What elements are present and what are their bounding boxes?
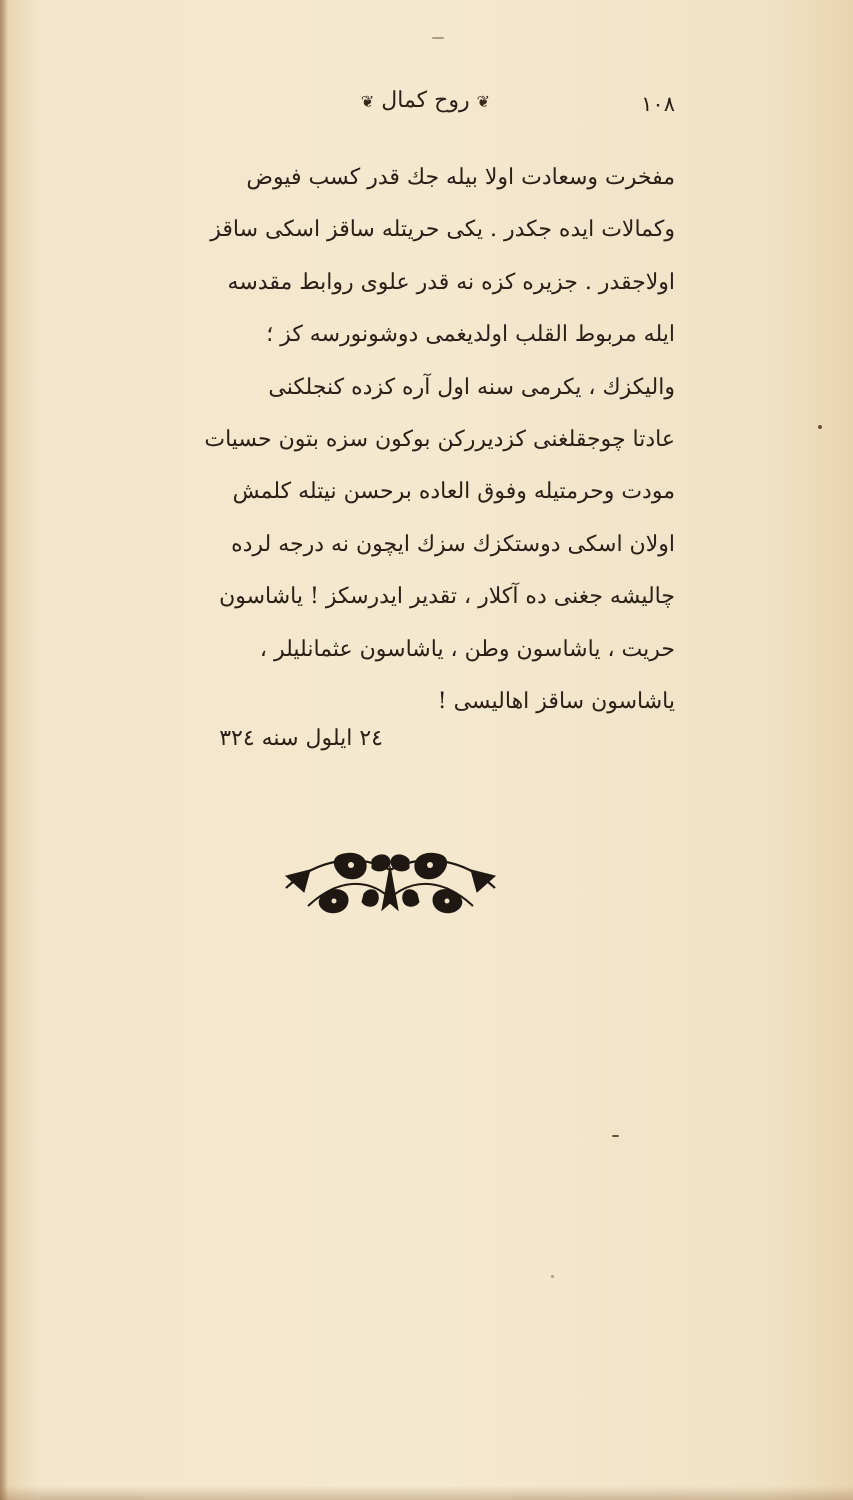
dateline: ٢٤ ایلول سنه ٣٢٤ — [219, 726, 383, 751]
text-line: اولان اسكی دوستكزك سزك ایچون نه درجه لرده — [231, 531, 675, 557]
floral-tailpiece-icon — [278, 848, 503, 918]
ornament-left-icon: ❦ — [360, 92, 375, 111]
page-bottom-shadow — [0, 1486, 853, 1500]
paper-speck — [612, 1135, 619, 1137]
page-gutter-shadow — [0, 0, 8, 1500]
running-title-group — [361, 88, 490, 113]
text-line: چالیشه جغنی ده آكلار ، تقدیر ایدرسكز ! یاشاسون — [219, 584, 675, 610]
running-title: روح كمال — [381, 88, 470, 113]
text-line: مودت وحرمتیله وفوق العاده برحسن نیتله كلمش — [232, 479, 675, 505]
body-text — [95, 152, 675, 728]
page-header — [95, 88, 675, 128]
text-line: عادتا چوجقلغنی كزدیرركن بوكون سزه بتون حسیات — [204, 426, 675, 452]
text-line: وكمالات ایده جكدر . یكی حریتله ساقز اسكی ساقز — [210, 217, 675, 243]
ornament-right-icon: ❦ — [476, 92, 490, 111]
text-line: ایله مربوط القلب اولدیغمی دوشونورسه كز ؛ — [266, 322, 675, 348]
page-number: ١٠٨ — [641, 92, 675, 116]
text-line: مفخرت وسعادت اولا بیله جك قدر كسب فیوض — [246, 165, 675, 190]
text-line: یاشاسون ساقز اهالیسی ! — [437, 688, 675, 714]
text-line: حریت ، یاشاسون وطن ، یاشاسون عثمانلیلر ، — [259, 636, 675, 662]
text-line: اولاجقدر . جزیره كزه نه قدر علوی روابط مقدسه — [227, 269, 675, 295]
paper-speck — [551, 1275, 554, 1278]
paper-speck — [432, 37, 444, 39]
text-line: والیكزك ، یكرمی سنه اول آره كزده كنجلكنی — [268, 374, 675, 400]
paper-speck — [818, 425, 822, 429]
